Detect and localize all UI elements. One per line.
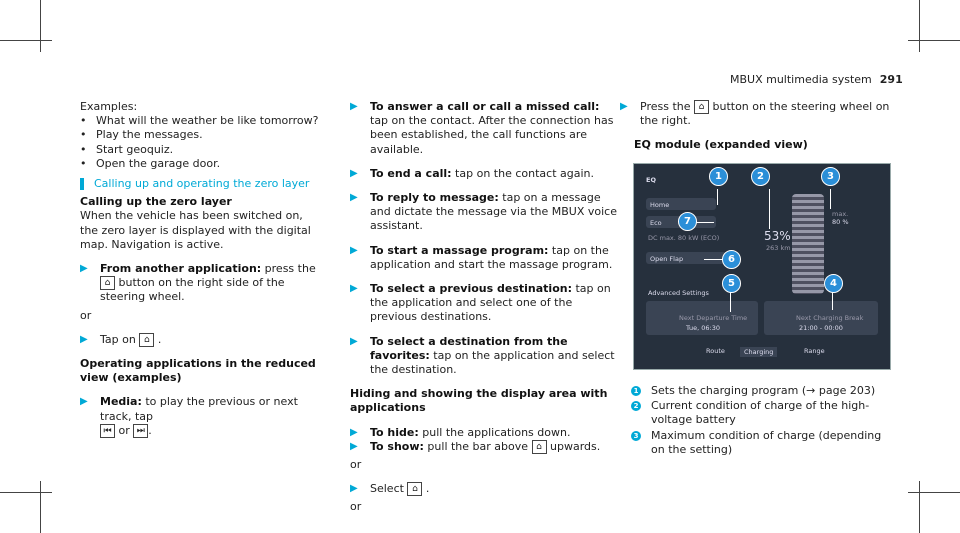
examples-label: Examples:	[80, 100, 138, 113]
list-item: • Start geoquiz.	[80, 142, 174, 156]
heading: Calling up the zero layer	[80, 195, 232, 209]
crop-mark	[919, 481, 920, 533]
tab-range: Range	[804, 347, 825, 355]
column-3	[620, 100, 910, 153]
or-text: or	[80, 308, 92, 322]
column-2	[350, 100, 620, 515]
home-icon: ⌂	[407, 482, 422, 496]
charging-break-value: 21:00 - 00:00	[799, 324, 843, 332]
or-text: or	[350, 458, 362, 472]
step: ▶ To reply to message: tap on a message and dictate the message via the MBUX voice assistant.	[350, 191, 617, 233]
eq-logo: EQ	[646, 176, 656, 184]
advanced-settings-label: Advanced Settings	[648, 289, 709, 297]
callout-badge: 2	[751, 167, 770, 186]
home-label: Home	[650, 201, 670, 209]
callout-badge: 1	[709, 167, 728, 186]
step: ▶ To answer a call or call a missed call: tap on the contact. After the connection has been established, the call functions are available.	[350, 100, 614, 156]
charging-break-label: Next Charging Break	[796, 314, 864, 322]
or-text: or	[350, 500, 362, 514]
soc-value: 53%	[764, 229, 791, 243]
header-title: MBUX multimedia system	[730, 73, 872, 86]
max-label: max.	[832, 210, 849, 218]
step: ▶ From another application: press the ⌂ button on the right side of the steering wheel.	[80, 262, 316, 304]
page-number: 291	[879, 73, 903, 86]
max-value: 80 %	[832, 218, 849, 226]
heading: Operating applications in the reduced view (examples)	[80, 357, 316, 385]
crop-mark	[908, 40, 960, 41]
home-icon: ⌂	[532, 440, 547, 454]
legend-item: 3 Maximum condition of charge (depending on the setting)	[631, 429, 891, 457]
running-header	[730, 73, 903, 86]
list-item: • Open the garage door.	[80, 156, 221, 170]
crop-mark	[0, 40, 52, 41]
step: ▶ To select a previous destination: tap on the application and select one of the previous destinations.	[350, 282, 611, 324]
heading: Hiding and showing the display area with applications	[350, 387, 608, 415]
previous-track-icon: ⏮	[100, 424, 115, 438]
eq-module-screenshot	[633, 163, 891, 370]
list-item: • Play the messages.	[80, 128, 203, 142]
home-icon: ⌂	[139, 333, 154, 347]
legend-list	[631, 384, 891, 458]
column-1	[80, 100, 320, 438]
battery-graphic	[792, 194, 824, 294]
legend-item: 1 Sets the charging program (→ page 203)	[631, 384, 891, 398]
crop-mark	[908, 492, 960, 493]
callout-badge: 4	[824, 274, 843, 293]
step: ▶ Tap on ⌂ .	[80, 332, 162, 346]
step: ▶ To hide: pull the applications down.	[350, 425, 571, 439]
home-icon: ⌂	[694, 100, 709, 114]
paragraph: When the vehicle has been switched on, the zero layer is displayed with the digital map. Navigation is active.	[80, 209, 311, 251]
crop-mark	[919, 0, 920, 52]
callout-badge: 5	[722, 274, 741, 293]
crop-mark	[40, 481, 41, 533]
section-title: Calling up and operating the zero layer	[80, 177, 320, 191]
legend-item: 2 Current condition of charge of the high-voltage battery	[631, 399, 891, 427]
eco-label: Eco	[650, 219, 662, 227]
callout-badge: 6	[722, 250, 741, 269]
step: ▶ To select a destination from the favorites: tap on the application and select the destination.	[350, 334, 615, 377]
step: ▶ To end a call: tap on the contact again.	[350, 166, 594, 180]
range-value: 263 km	[766, 244, 791, 252]
next-track-icon: ⏭	[133, 424, 148, 438]
step: ▶ Media: to play the previous or next track, tap ⏮ or ⏭ .	[80, 395, 298, 437]
list-item: • What will the weather be like tomorrow?	[80, 114, 319, 128]
step: ▶ To show: pull the bar above ⌂ upwards.	[350, 439, 601, 453]
step: ▶ Select ⌂ .	[350, 482, 430, 496]
crop-mark	[40, 0, 41, 52]
tab-charging: Charging	[740, 347, 777, 357]
callout-badge: 7	[678, 212, 697, 231]
departure-label: Next Departure Time	[679, 314, 748, 322]
home-icon: ⌂	[100, 276, 115, 290]
heading: EQ module (expanded view)	[634, 138, 808, 152]
open-flap-label: Open Flap	[650, 255, 684, 263]
dc-label: DC max. 80 kW (ECO)	[648, 234, 720, 242]
step: ▶ To start a massage program: tap on the application and start the massage program.	[350, 243, 613, 271]
tab-route: Route	[706, 347, 725, 355]
departure-value: Tue, 06:30	[686, 324, 720, 332]
callout-badge: 3	[821, 167, 840, 186]
crop-mark	[0, 492, 52, 493]
step: ▶ Press the ⌂ button on the steering wheel on the right.	[620, 100, 890, 128]
